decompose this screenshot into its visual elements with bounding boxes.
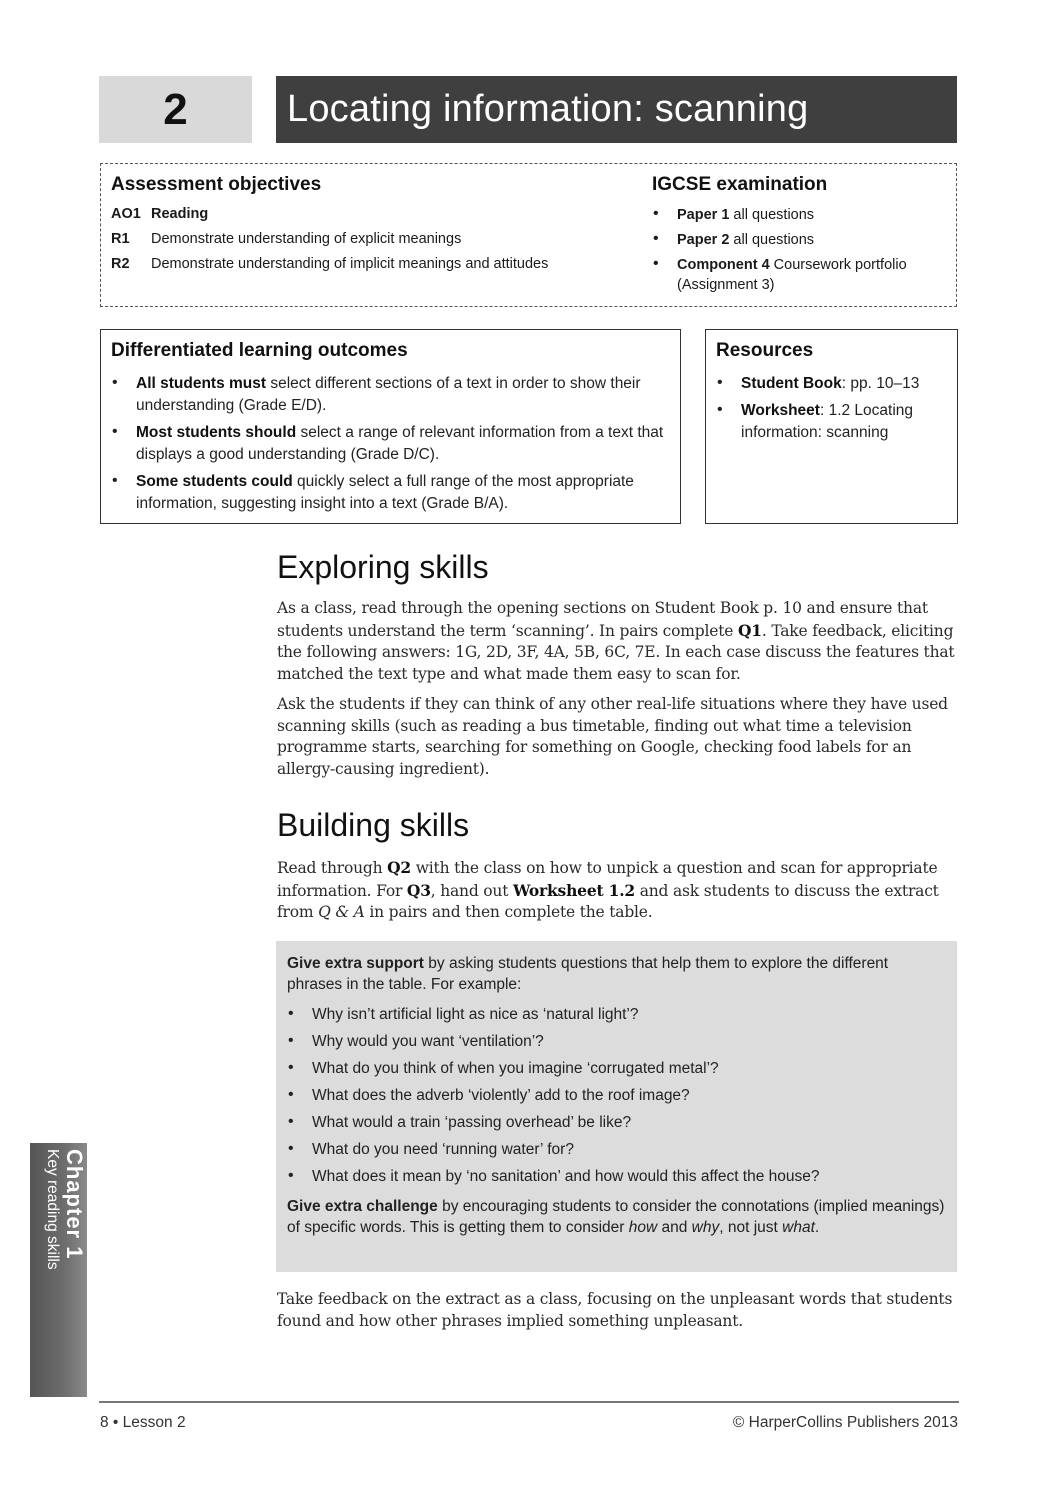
extra-support-box: [276, 941, 957, 1272]
text-run: with the class on how to unpick a question and scan for appropriate information. For: [277, 859, 938, 900]
page-title: Locating information: scanning: [276, 76, 957, 143]
r1-text: Demonstrate understanding of explicit meanings: [151, 231, 462, 247]
exploring-paragraph-1: [277, 598, 957, 685]
text-run: Read through: [277, 859, 388, 877]
learning-outcomes-box: [100, 329, 681, 524]
question-ref: Q3: [406, 880, 431, 900]
resources-box: [705, 329, 958, 524]
emphasis: what: [782, 1219, 815, 1236]
item-text: all questions: [729, 232, 815, 248]
chapter-tab-text: [43, 1149, 87, 1389]
item-bold: All students must: [136, 375, 267, 392]
outcomes-heading: Differentiated learning outcomes: [111, 340, 408, 361]
item-text: Coursework portfolio (Assignment 3): [677, 257, 907, 293]
item-bold: Student Book: [741, 375, 842, 392]
source-title: Q & A: [318, 903, 365, 921]
igcse-heading: IGCSE examination: [652, 174, 828, 195]
emphasis: how: [628, 1219, 658, 1236]
list-item: [652, 205, 952, 225]
list-item: [652, 230, 952, 250]
text-run: and: [657, 1219, 692, 1236]
text-run: , hand out: [430, 881, 513, 900]
item-text: quickly select a full range of the most appropriate information, suggesting insight into a text (Grade B/A).: [136, 473, 634, 512]
feedback-paragraph: Take feedback on the extract as a class, focusing on the unpleasant words that students found and how other phrases implied something unpleasant.: [277, 1290, 953, 1330]
resources-heading: Resources: [716, 340, 814, 361]
item-text: : 1.2 Locating information: scanning: [741, 402, 914, 441]
list-item: [111, 373, 670, 417]
item-bold: Most students should: [136, 424, 297, 441]
assessment-objectives: [111, 174, 651, 273]
text-run: by encouraging students to consider the connotations (implied meanings) of specific words. This is getting them to consider: [287, 1198, 945, 1236]
item-bold: Component 4: [677, 257, 770, 273]
chapter-label: Chapter 1: [62, 1149, 87, 1260]
list-item: • What would a train ‘passing overhead’ be like?: [287, 1112, 945, 1133]
item-bold: Paper 1: [677, 207, 730, 223]
footer-divider: [99, 1401, 959, 1403]
chapter-tab: [30, 1143, 87, 1397]
r2-code: R2: [111, 256, 130, 272]
list-item: • What does the adverb ‘violently’ add to the roof image?: [287, 1085, 945, 1106]
worksheet-ref: Worksheet 1.2: [512, 880, 635, 900]
item-text: : pp. 10–13: [841, 375, 920, 392]
igcse-examination: [652, 174, 952, 300]
support-questions: [287, 1004, 945, 1187]
exploring-heading: Exploring skills: [277, 549, 489, 585]
emphasis: why: [691, 1219, 720, 1236]
list-item: • What does it mean by ‘no sanitation’ and how would this affect the house?: [287, 1166, 945, 1187]
support-intro: [287, 953, 945, 995]
r1-code: R1: [111, 231, 130, 247]
exploring-paragraph-2: Ask the students if they can think of any other real-life situations where they have used scanning skills (such as reading a bus timetable, finding out what time a television programme starts, searching for something on Google, checking food labels for an allergy-causing ingredient).: [277, 695, 948, 778]
copyright: © HarperCollins Publishers 2013: [732, 1414, 958, 1431]
item-text: select different sections of a text in order to show their understanding (Grade E/D).: [136, 375, 641, 414]
challenge-text: [287, 1196, 945, 1238]
list-item: [716, 400, 947, 444]
resources-list: [716, 373, 947, 444]
item-text: all questions: [729, 207, 815, 223]
list-item: [111, 422, 670, 466]
chapter-subtitle: Key reading skills: [44, 1149, 61, 1270]
r2-line: [111, 256, 651, 273]
ao1-code: AO1: [111, 206, 141, 222]
item-bold: Some students could: [136, 473, 293, 490]
text-run: in pairs and then complete the table.: [364, 903, 653, 921]
support-label: Give extra support: [287, 955, 424, 972]
list-item: • What do you need ‘running water’ for?: [287, 1139, 945, 1160]
assessment-heading: Assessment objectives: [111, 174, 322, 195]
ao1-label: Reading: [151, 206, 209, 222]
igcse-list: [652, 205, 952, 295]
text-run: , not just: [719, 1219, 783, 1236]
question-ref: Q2: [387, 858, 411, 877]
building-heading: Building skills: [277, 807, 470, 843]
r2-text: Demonstrate understanding of implicit meanings and attitudes: [151, 256, 549, 272]
outcomes-list: [111, 373, 670, 515]
challenge-label: Give extra challenge: [287, 1198, 438, 1215]
list-item: [652, 255, 952, 295]
text-run: and ask students to discuss the extract from: [277, 881, 939, 921]
question-ref: Q1: [737, 620, 762, 640]
ao1-line: [111, 206, 651, 223]
text-run: .: [814, 1219, 820, 1236]
list-item: [111, 471, 670, 515]
list-item: • Why isn’t artificial light as nice as ‘natural light’?: [287, 1004, 945, 1025]
text-run: As a class, read through the opening sections on Student Book p. 10 and ensure that students understand the term ‘scanning’. In pairs complete: [277, 599, 928, 640]
item-bold: Paper 2: [677, 232, 730, 248]
r1-line: [111, 231, 651, 248]
text-run: by asking students questions that help them to explore the different phrases in the table. For example:: [287, 955, 889, 993]
list-item: • What do you think of when you imagine ‘corrugated metal’?: [287, 1058, 945, 1079]
list-item: [716, 373, 947, 395]
text-run: . Take feedback, eliciting the following answers: 1G, 2D, 3F, 4A, 5B, 6C, 7E. In each case discuss the features that matched the text type and what made them easy to scan for.: [277, 621, 955, 683]
list-item: • Why would you want ‘ventilation’?: [287, 1031, 945, 1052]
lesson-number: 2: [99, 76, 252, 143]
item-text: select a range of relevant information from a text that displays a good understanding (Grade D/C).: [136, 424, 664, 463]
assessment-box: [100, 163, 957, 307]
building-paragraph: [277, 857, 957, 924]
page-number: 8 • Lesson 2: [100, 1414, 186, 1431]
item-bold: Worksheet: [741, 402, 820, 419]
